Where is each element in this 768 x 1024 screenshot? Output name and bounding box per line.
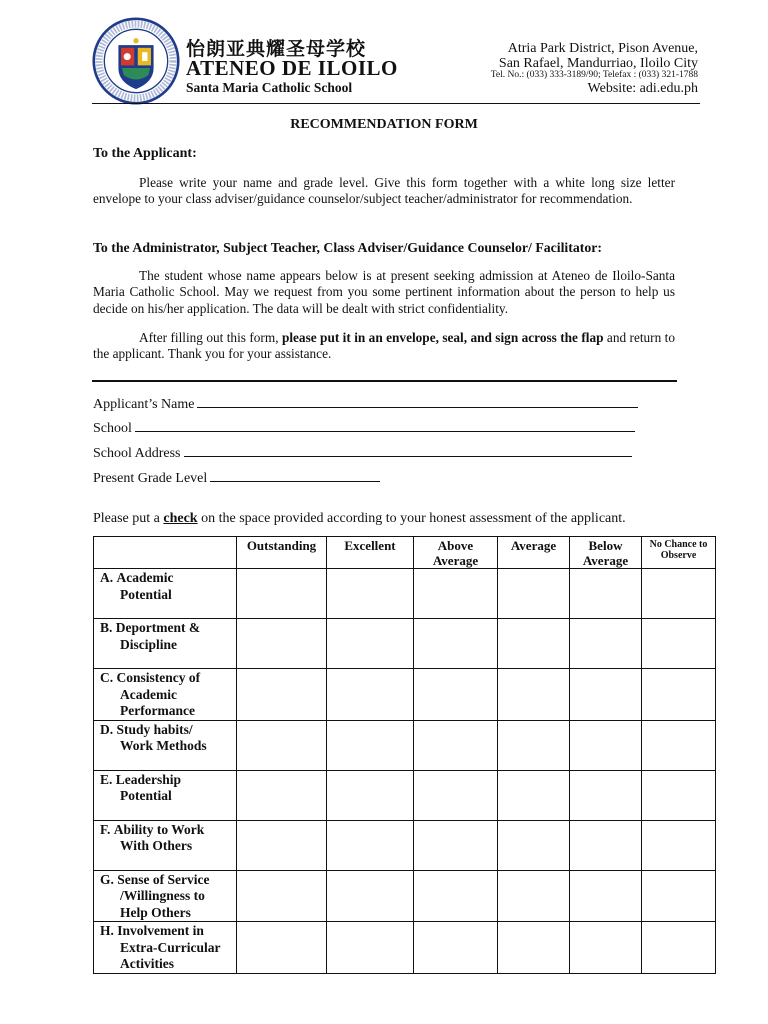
rating-checkbox-cell[interactable] — [498, 820, 570, 870]
column-header: Excellent — [327, 537, 414, 569]
criterion-label — [94, 820, 237, 870]
criterion-text: Extra-Curricular — [120, 939, 221, 955]
rating-checkbox-cell[interactable] — [414, 922, 498, 974]
table-row — [94, 720, 716, 770]
rating-checkbox-cell[interactable] — [498, 870, 570, 922]
criterion-label — [94, 569, 237, 619]
school-input[interactable] — [135, 419, 635, 432]
rating-checkbox-cell[interactable] — [414, 569, 498, 619]
grade-level-input[interactable] — [210, 469, 380, 482]
admin-paragraph-2-bold: please put it in an envelope, seal, and sign across the flap — [281, 330, 604, 345]
rating-checkbox-cell[interactable] — [237, 820, 327, 870]
rating-checkbox-cell[interactable] — [642, 820, 716, 870]
instruction-emphasis: check — [163, 511, 198, 526]
rating-checkbox-cell[interactable] — [570, 770, 642, 820]
rating-checkbox-cell[interactable] — [237, 669, 327, 721]
rating-checkbox-cell[interactable] — [570, 720, 642, 770]
rating-checkbox-cell[interactable] — [327, 922, 414, 974]
column-header: Average — [498, 537, 570, 569]
rating-checkbox-cell[interactable] — [237, 870, 327, 922]
column-header: No Chance to Observe — [642, 537, 716, 569]
criterion-label — [94, 619, 237, 669]
rating-checkbox-cell[interactable] — [570, 820, 642, 870]
criterion-text: Potential — [120, 586, 172, 602]
header-divider — [92, 103, 700, 104]
criterion-text: Leadership — [115, 771, 182, 787]
address-line-1: Atria Park District, Pison Avenue, — [507, 41, 698, 56]
rating-checkbox-cell[interactable] — [327, 770, 414, 820]
rating-checkbox-cell[interactable] — [642, 569, 716, 619]
rating-checkbox-cell[interactable] — [642, 720, 716, 770]
criterion-letter: A. — [100, 570, 114, 585]
criterion-letter: D. — [100, 721, 114, 737]
criterion-text: Performance — [120, 703, 195, 718]
instruction-after: on the space provided according to your honest assessment of the applicant. — [197, 511, 626, 526]
applicant-paragraph-text: Please write your name and grade level. Give this form together with a white long size letter envelope to your class adviser/guidance counselor/subject teacher/administrator for recommendation. — [93, 175, 675, 207]
admin-heading: To the Administrator, Subject Teacher, Class Adviser/Guidance Counselor/ Facilitator: — [93, 240, 602, 255]
rating-checkbox-cell[interactable] — [327, 870, 414, 922]
rating-checkbox-cell[interactable] — [237, 770, 327, 820]
criterion-letter: G. — [100, 871, 114, 887]
rating-checkbox-cell[interactable] — [327, 720, 414, 770]
criterion-line-1 — [100, 923, 232, 940]
rating-checkbox-cell[interactable] — [327, 619, 414, 669]
table-row — [94, 770, 716, 820]
criterion-line-1 — [100, 772, 232, 789]
criterion-label — [94, 922, 237, 974]
applicant-name-field — [93, 395, 638, 413]
criterion-line-1 — [100, 722, 232, 739]
applicant-paragraph — [93, 175, 675, 208]
criterion-letter: F. — [100, 821, 111, 837]
applicant-name-input[interactable] — [197, 395, 638, 408]
rating-checkbox-cell[interactable] — [498, 922, 570, 974]
rating-checkbox-cell[interactable] — [327, 669, 414, 721]
rating-checkbox-cell[interactable] — [642, 770, 716, 820]
instruction-before: Please put a — [93, 511, 164, 526]
criterion-letter: H. — [100, 923, 114, 938]
criterion-text: Study habits/ — [116, 721, 193, 737]
criterion-label — [94, 770, 237, 820]
rating-checkbox-cell[interactable] — [570, 870, 642, 922]
table-row — [94, 820, 716, 870]
criterion-line-1 — [100, 670, 232, 687]
criterion-line-1 — [100, 620, 232, 637]
criterion-letter: E. — [100, 771, 113, 787]
criterion-label — [94, 720, 237, 770]
rating-checkbox-cell[interactable] — [570, 569, 642, 619]
rating-checkbox-cell[interactable] — [327, 569, 414, 619]
criterion-line-1 — [100, 872, 232, 889]
rating-checkbox-cell[interactable] — [498, 770, 570, 820]
rating-checkbox-cell[interactable] — [414, 820, 498, 870]
criterion-text: Academic — [120, 686, 177, 702]
admin-paragraph-1 — [93, 268, 675, 317]
rating-checkbox-cell[interactable] — [237, 922, 327, 974]
rating-checkbox-cell[interactable] — [570, 922, 642, 974]
criterion-text: Potential — [120, 788, 172, 803]
website: Website: adi.edu.ph — [587, 81, 698, 96]
school-address-input[interactable] — [184, 444, 632, 457]
rating-checkbox-cell[interactable] — [570, 619, 642, 669]
column-header: Below Average — [570, 537, 642, 569]
table-row — [94, 870, 716, 922]
table-row — [94, 569, 716, 619]
rating-checkbox-cell[interactable] — [498, 720, 570, 770]
criterion-text: Sense of Service — [117, 871, 210, 887]
rating-checkbox-cell[interactable] — [414, 619, 498, 669]
chinese-school-name: 怡朗亚典耀圣母学校 — [186, 38, 367, 60]
admin-paragraph-2-start: After filling out this form, — [139, 330, 282, 345]
rating-checkbox-cell[interactable] — [414, 870, 498, 922]
rating-instruction — [93, 511, 626, 527]
applicant-heading: To the Applicant: — [93, 146, 197, 161]
criterion-text: Work Methods — [120, 738, 207, 753]
criterion-text: Ability to Work — [113, 821, 205, 837]
criterion-text: Activities — [120, 956, 174, 971]
criterion-text: Academic — [116, 570, 174, 585]
address-line-2: San Rafael, Mandurriao, Iloilo City — [498, 56, 698, 71]
rating-checkbox-cell[interactable] — [498, 669, 570, 721]
admin-paragraph-1-text: The student whose name appears below is at present seeking admission at Ateneo de Iloilo-Santa Maria Catholic School. May we request from you some pertinent information about the person to help us decide on his/her application. The data will be dealt with strict confidentiality. — [93, 268, 675, 316]
rating-checkbox-cell[interactable] — [498, 619, 570, 669]
rating-checkbox-cell[interactable] — [237, 720, 327, 770]
table-row — [94, 669, 716, 721]
school-address-label: School Address — [93, 446, 181, 461]
rating-checkbox-cell[interactable] — [570, 669, 642, 721]
rating-checkbox-cell[interactable] — [642, 922, 716, 974]
criterion-text: Help Others — [120, 904, 191, 920]
rating-checkbox-cell[interactable] — [498, 569, 570, 619]
rating-checkbox-cell[interactable] — [642, 669, 716, 721]
rating-checkbox-cell[interactable] — [237, 569, 327, 619]
school-subtitle: Santa Maria Catholic School — [186, 80, 353, 95]
school-name: ATENEO DE ILOILO — [186, 56, 398, 80]
column-header: Above Average — [414, 537, 498, 569]
school-address-field — [93, 444, 632, 462]
rating-checkbox-cell[interactable] — [414, 770, 498, 820]
criterion-label — [94, 669, 237, 721]
criterion-label — [94, 870, 237, 922]
rating-checkbox-cell[interactable] — [642, 870, 716, 922]
criteria-header — [94, 537, 237, 569]
school-label: School — [93, 421, 132, 436]
table-header-row — [94, 537, 716, 569]
rating-checkbox-cell[interactable] — [327, 820, 414, 870]
school-field — [93, 419, 635, 437]
school-seal-logo — [92, 17, 180, 105]
form-title: RECOMMENDATION FORM — [290, 117, 478, 132]
rating-checkbox-cell[interactable] — [414, 720, 498, 770]
column-header: Outstanding — [237, 537, 327, 569]
grade-level-label: Present Grade Level — [93, 471, 208, 486]
criterion-text: Discipline — [120, 636, 178, 652]
admin-paragraph-2 — [93, 330, 675, 363]
criterion-text: Deportment & — [115, 620, 201, 635]
criterion-line-1 — [100, 822, 232, 839]
applicant-name-label: Applicant’s Name — [93, 397, 195, 412]
criterion-letter: B. — [100, 620, 113, 635]
criterion-text: /Willingness to — [120, 888, 205, 903]
rating-checkbox-cell[interactable] — [237, 619, 327, 669]
table-row — [94, 922, 716, 974]
rating-checkbox-cell[interactable] — [414, 669, 498, 721]
criterion-text: With Others — [120, 838, 193, 853]
section-divider — [92, 380, 677, 382]
criterion-text: Involvement in — [117, 923, 204, 938]
rating-checkbox-cell[interactable] — [642, 619, 716, 669]
admin-paragraph-2-end: and return to the applicant. Thank you for your assistance. — [93, 330, 676, 362]
criterion-text: Consistency of — [116, 670, 201, 685]
criterion-line-1 — [100, 570, 232, 587]
rating-table — [93, 536, 716, 974]
grade-level-field — [93, 469, 380, 487]
criterion-letter: C. — [100, 670, 114, 685]
table-row — [94, 619, 716, 669]
contact-numbers: Tel. No.: (033) 333-3189/90; Telefax : (033) 321-1788 — [490, 70, 698, 80]
